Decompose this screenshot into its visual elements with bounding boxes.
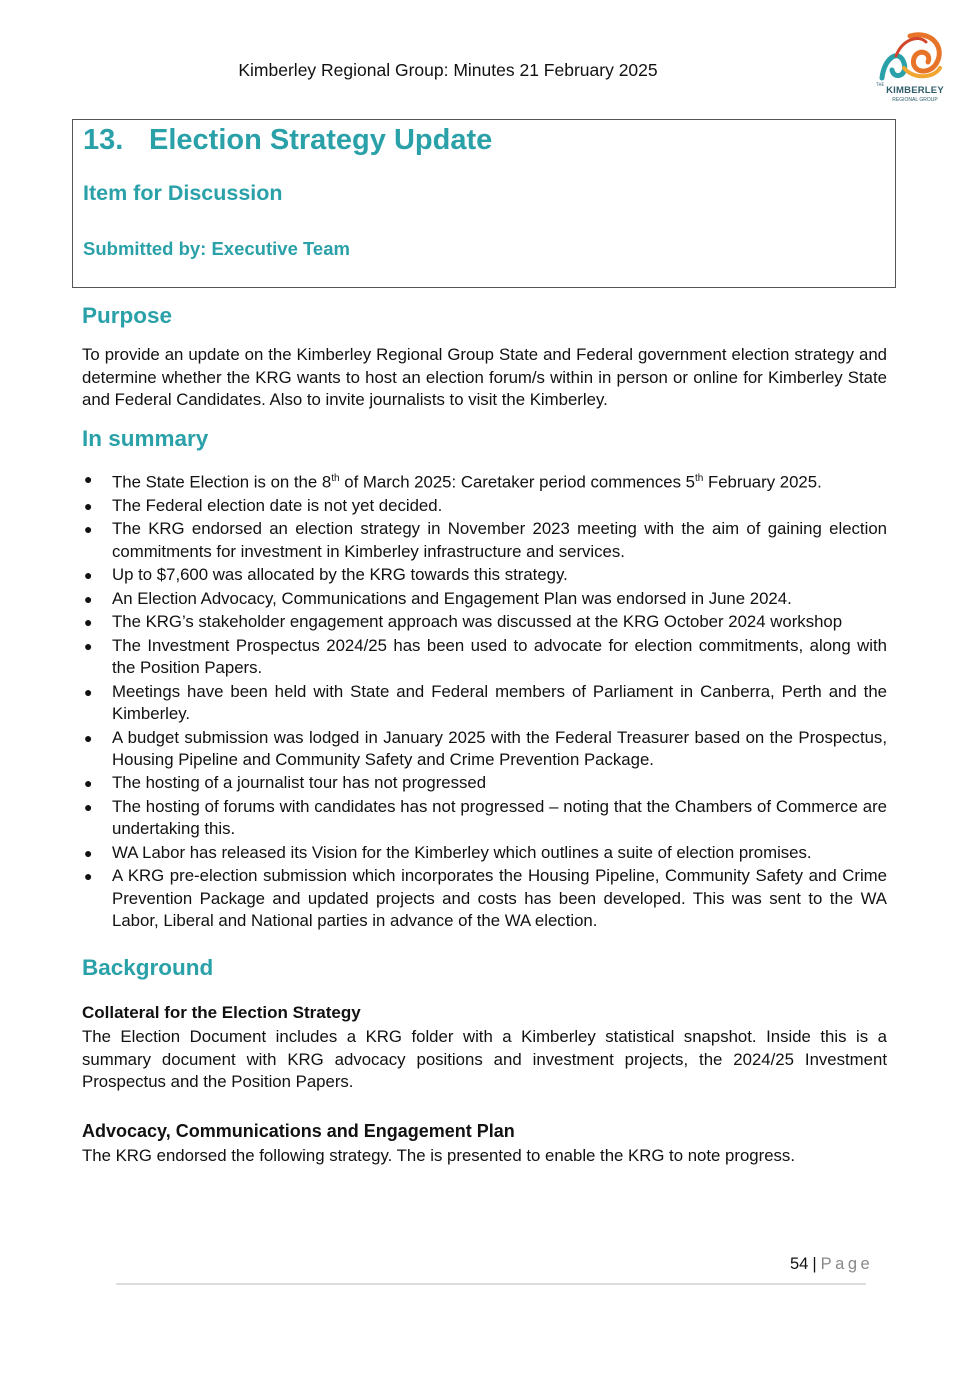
page-word: Page bbox=[820, 1255, 874, 1273]
page-footer bbox=[790, 1255, 873, 1274]
list-item: ● A budget submission was lodged in January 2025 with the Federal Treasurer based on the Prospectus, Housing Pipeline and Community Safety and Crime Prevention Package. bbox=[84, 727, 887, 770]
purpose-text: To provide an update on the Kimberley Regional Group State and Federal government election strategy and determine whether the KRG wants to host an election forum/s within in person or online for Kimberley State and Federal Candidates. Also to invite journalists to visit the Kimberley. bbox=[82, 345, 887, 409]
page-separator: | bbox=[812, 1255, 817, 1273]
item-title: Election Strategy Update bbox=[149, 124, 493, 156]
logo-subtext: REGIONAL GROUP bbox=[892, 97, 938, 103]
logo-text: KIMBERLEY bbox=[886, 85, 944, 96]
list-item: ● The Investment Prospectus 2024/25 has been used to advocate for election commitments, along with the Position Papers. bbox=[84, 635, 887, 678]
item-number: 13. bbox=[83, 124, 124, 156]
summary-list bbox=[82, 468, 887, 934]
bullet-icon: ● bbox=[84, 868, 93, 885]
bullet-icon: ● bbox=[84, 590, 93, 607]
bullet-icon: ● bbox=[84, 844, 93, 861]
list-item: ● Meetings have been held with State and Federal members of Parliament in Canberra, Perth and the Kimberley. bbox=[84, 681, 887, 724]
list-item: ● The State Election is on the 8th of March 2025: Caretaker period commences 5th February 2025. bbox=[82, 468, 887, 494]
bullet-icon: ● bbox=[84, 614, 93, 631]
list-item: ● WA Labor has released its Vision for the Kimberley which outlines a suite of election promises. bbox=[82, 842, 887, 865]
bullet-icon: ● bbox=[84, 521, 93, 538]
plan-text: The KRG endorsed the following strategy. The is presented to enable the KRG to note progress. bbox=[82, 1146, 795, 1165]
list-item: ● The KRG’s stakeholder engagement approach was discussed at the KRG October 2024 workshop bbox=[82, 611, 887, 634]
list-item: ● The KRG endorsed an election strategy in November 2023 meeting with the aim of gaining election commitments for investment in Kimberley infrastructure and services. bbox=[84, 519, 887, 561]
purpose-heading: Purpose bbox=[82, 303, 173, 328]
list-item: ● Up to $7,600 was allocated by the KRG towards this strategy. bbox=[82, 564, 887, 587]
logo-swirl-icon bbox=[874, 28, 950, 88]
collateral-text: The Election Document includes a KRG folder with a Kimberley statistical snapshot. Inside this is a summary document with KRG advocacy positions and investment projects, the 2024/25 Investment Prospectus and the Position Papers. bbox=[82, 1027, 887, 1091]
kimberley-logo bbox=[874, 28, 950, 108]
item-subtitle: Item for Discussion bbox=[83, 181, 283, 205]
bullet-icon: ● bbox=[84, 729, 93, 746]
background-heading: Background bbox=[82, 955, 214, 980]
bullet-icon: ● bbox=[84, 775, 93, 792]
plan-heading: Advocacy, Communications and Engagement Plan bbox=[82, 1121, 515, 1141]
bullet-icon: ● bbox=[84, 683, 93, 700]
list-item: ● The hosting of forums with candidates has not progressed – noting that the Chambers of Commerce are undertaking this. bbox=[84, 796, 887, 839]
list-item: ● A KRG pre-election submission which incorporates the Housing Pipeline, Community Safety and Crime Prevention Package and updated projects and costs has been developed. This was sent to the WA Labor, Liberal and National parties in advance of the WA election. bbox=[84, 866, 887, 931]
bullet-icon: ● bbox=[84, 471, 93, 487]
header-title: Kimberley Regional Group: Minutes 21 February 2025 bbox=[238, 60, 658, 80]
list-item: ● The Federal election date is not yet decided. bbox=[82, 495, 887, 518]
item-title-box bbox=[72, 119, 896, 288]
bullet-icon: ● bbox=[84, 798, 93, 815]
bullet-icon: ● bbox=[84, 637, 93, 654]
bullet-icon: ● bbox=[84, 497, 93, 514]
bullet-icon: ● bbox=[84, 567, 93, 584]
list-item: ● The hosting of a journalist tour has not progressed bbox=[82, 772, 887, 795]
item-submitted-by: Submitted by: Executive Team bbox=[83, 238, 350, 259]
footer-divider bbox=[116, 1283, 866, 1285]
summary-heading: In summary bbox=[82, 426, 209, 451]
logo-prefix: THE bbox=[876, 82, 884, 87]
collateral-heading: Collateral for the Election Strategy bbox=[82, 1003, 361, 1022]
list-item: ● An Election Advocacy, Communications and Engagement Plan was endorsed in June 2024. bbox=[82, 588, 887, 611]
page-number: 54 bbox=[790, 1255, 809, 1273]
